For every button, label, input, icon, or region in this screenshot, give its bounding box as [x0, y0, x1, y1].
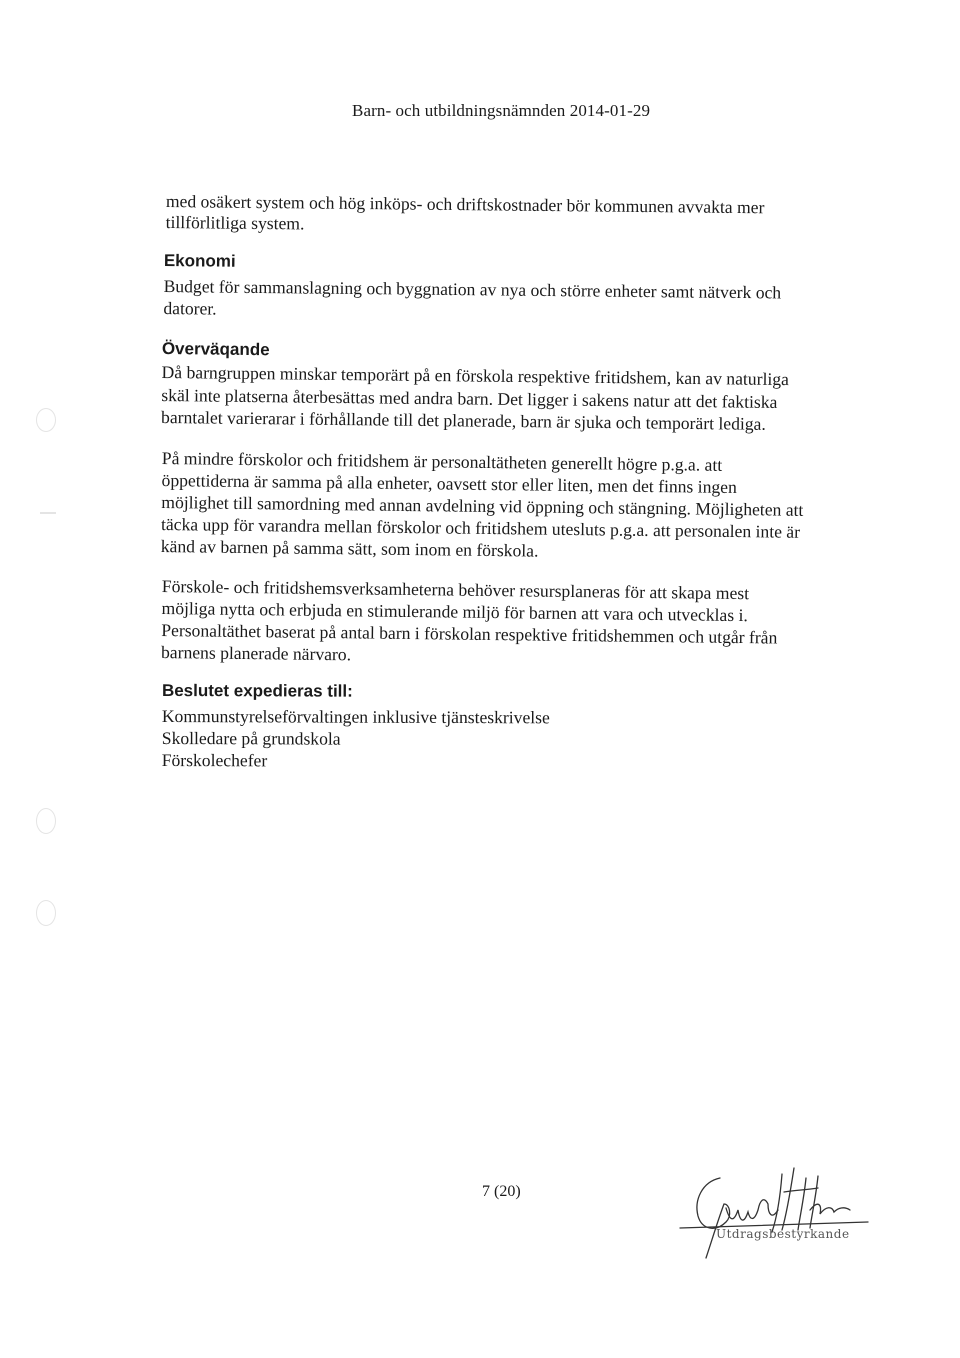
page-number: 7 (20) [482, 1183, 521, 1200]
text-line: Då barngruppen minskar temporärt på en förskola respektive fritidshem, kan av naturliga [161, 361, 790, 390]
text-line: Budget för sammanslagning och byggnation av nya och större enheter samt nätverk och [163, 275, 782, 303]
signature-caption: Utdragsbestyrkande [716, 1227, 850, 1241]
scan-mark [36, 808, 56, 834]
section-heading: Ekonomi [163, 251, 236, 271]
text-line: möjlighet till samordning med annan avdelning vid öppning och stängning. Möjligheten att [161, 491, 804, 520]
text-line: barntalet varierarar i förhållande till det planerade, barn är sjuka och temporärt lediga. [161, 406, 766, 434]
text-line: Skolledare på grundskola [161, 727, 341, 749]
text-line: Kommunstyrelseförvaltingen inklusive tjänsteskrivelse [161, 705, 550, 728]
text-line: På mindre förskolor och fritidshem är personaltätheten generellt högre p.g.a. att [161, 447, 723, 475]
text-line: med osäkert system och hög inköps- och driftskostnader bör kommunen avvakta mer [165, 190, 765, 218]
handwritten-signature [672, 1160, 892, 1270]
text-line: möjliga nytta och erbjuda en stimulerande miljö för barnen att vara och utvecklas i. [161, 597, 748, 626]
text-line: täcka upp för varandra mellan förskolor och fritidshem utesluts p.g.a. att personalen inte är [160, 513, 801, 542]
scan-mark [40, 512, 56, 514]
scan-mark [36, 408, 56, 432]
section-heading: Överväqande [161, 339, 270, 360]
text-line: skäl inte platserna återbesättas med andra barn. Det ligger i sakens natur att det faktiska [161, 384, 778, 412]
text-line: barnens planerade närvaro. [160, 641, 352, 665]
text-line: Förskolechefer [161, 749, 268, 771]
text-line: datorer. [163, 297, 217, 319]
scan-mark [36, 900, 56, 926]
text-line: Personaltäthet baserat på antal barn i förskolan respektive fritidshemmen och utgår från [161, 619, 778, 648]
text-line: Förskole- och fritidshemsverksamheterna behöver resursplaneras för att skapa mest [161, 575, 750, 604]
text-line: känd av barnen på samma sätt, som inom en förskola. [160, 535, 539, 561]
page-header: Barn- och utbildningsnämnden 2014-01-29 [352, 101, 651, 120]
text-line: öppettiderna är samma på alla enheter, oavsett stor eller liten, men det finns ingen [161, 469, 737, 498]
text-line: tillförlitliga system. [165, 211, 305, 234]
section-heading: Beslutet expedieras till: [161, 681, 353, 701]
